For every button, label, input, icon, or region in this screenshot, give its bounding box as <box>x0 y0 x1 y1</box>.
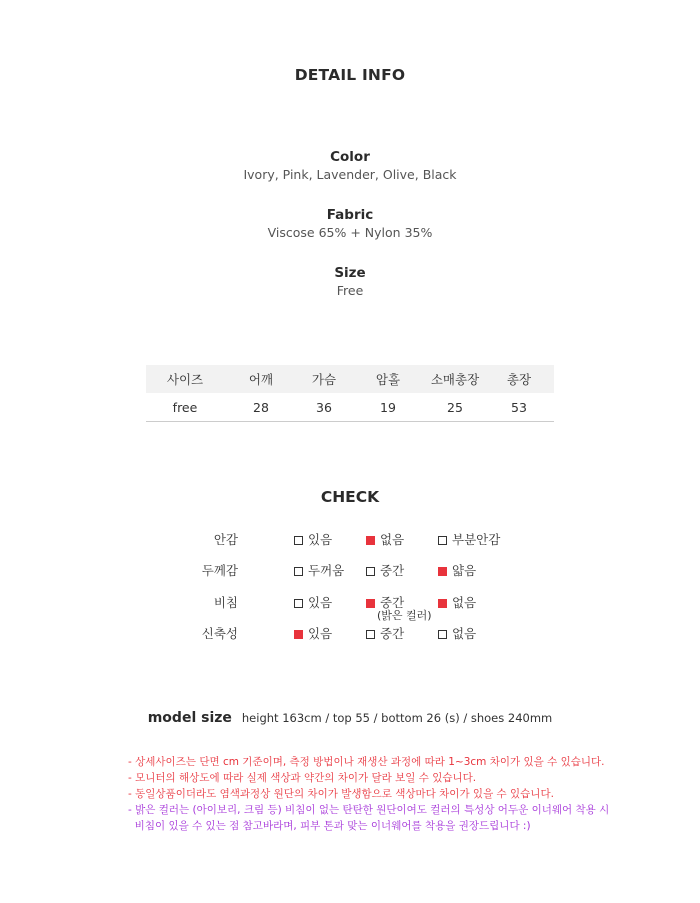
model-size <box>0 707 700 726</box>
color-label: Color <box>330 149 370 165</box>
check-option: 얇음 <box>438 561 476 579</box>
note-line: - 동일상품이더라도 염색과정상 원단의 차이가 발생함으로 색상마다 차이가 있을 수 있습니다. <box>128 788 554 800</box>
check-row-stretch <box>0 624 700 646</box>
model-size-label: model size <box>147 710 232 726</box>
check-option: 두꺼움 <box>294 561 344 579</box>
check-option: 중간 <box>366 561 404 579</box>
checkbox-icon <box>294 536 303 545</box>
size-table-header-row <box>146 365 554 393</box>
checkbox-icon <box>366 630 375 639</box>
header-cell-shoulder: 어깨 <box>224 365 298 393</box>
color-value: Ivory, Pink, Lavender, Olive, Black <box>243 167 457 182</box>
check-option: 중간 <box>366 593 404 611</box>
check-option: 없음 <box>438 593 476 611</box>
header-cell-length: 총장 <box>484 365 554 393</box>
checkbox-icon <box>294 599 303 608</box>
check-option: 부분안감 <box>438 530 500 548</box>
checkbox-checked-icon <box>366 536 375 545</box>
page-title: DETAIL INFO <box>294 66 406 84</box>
table-cell: 19 <box>350 393 426 422</box>
check-option: 없음 <box>366 530 404 548</box>
check-row-label: 두께감 <box>201 563 238 578</box>
check-option: 있음 <box>294 624 332 642</box>
check-row-sheerness <box>0 593 700 622</box>
checkbox-icon <box>294 567 303 576</box>
fabric-label: Fabric <box>326 207 374 223</box>
check-option: 있음 <box>294 530 332 548</box>
header-cell-size: 사이즈 <box>146 365 224 393</box>
check-option-note: (밝은 컬러) <box>377 609 432 622</box>
size-value: Free <box>336 283 364 298</box>
check-row-label: 안감 <box>213 532 238 547</box>
header-cell-chest: 가슴 <box>298 365 350 393</box>
table-cell: 28 <box>224 393 298 422</box>
check-row-label: 비침 <box>213 595 238 610</box>
check-option: 있음 <box>294 593 332 611</box>
note-line: - 상세사이즈는 단면 cm 기준이며, 측정 방법이나 재생산 과정에 따라 1~3cm 차이가 있을 수 있습니다. <box>128 756 605 768</box>
checkbox-checked-icon <box>438 567 447 576</box>
checkbox-checked-icon <box>366 599 375 608</box>
table-cell: 36 <box>298 393 350 422</box>
check-title: CHECK <box>320 488 380 506</box>
table-row <box>146 393 554 422</box>
size-table <box>146 365 554 422</box>
model-size-value: height 163cm / top 55 / bottom 26 (s) / shoes 240mm <box>241 711 553 725</box>
check-option: 중간 <box>366 624 404 642</box>
check-option: 없음 <box>438 624 476 642</box>
table-cell: 25 <box>426 393 484 422</box>
fabric-value: Viscose 65% + Nylon 35% <box>267 225 433 240</box>
header-cell-sleeve: 소매총장 <box>426 365 484 393</box>
table-cell: free <box>146 393 224 422</box>
checkbox-icon <box>438 536 447 545</box>
note-line: 비침이 있을 수 있는 점 참고바라며, 피부 톤과 맞는 이너웨어를 착용을 권장드립니다 :) <box>128 820 531 832</box>
note-line: - 밝은 컬러는 (아이보리, 크림 등) 비침이 없는 탄탄한 원단이여도 컬러의 특성상 어두운 이너웨어 착용 시 <box>128 804 610 816</box>
check-row-lining <box>0 530 700 552</box>
size-label: Size <box>334 265 366 281</box>
checkbox-icon <box>366 567 375 576</box>
checkbox-checked-icon <box>438 599 447 608</box>
check-row-thickness <box>0 561 700 583</box>
note-line: - 모니터의 해상도에 따라 실제 색상과 약간의 차이가 달라 보일 수 있습니다. <box>128 772 477 784</box>
check-row-label: 신축성 <box>201 626 238 641</box>
checkbox-checked-icon <box>294 630 303 639</box>
header-cell-armhole: 암홀 <box>350 365 426 393</box>
checkbox-icon <box>438 630 447 639</box>
table-cell: 53 <box>484 393 554 422</box>
